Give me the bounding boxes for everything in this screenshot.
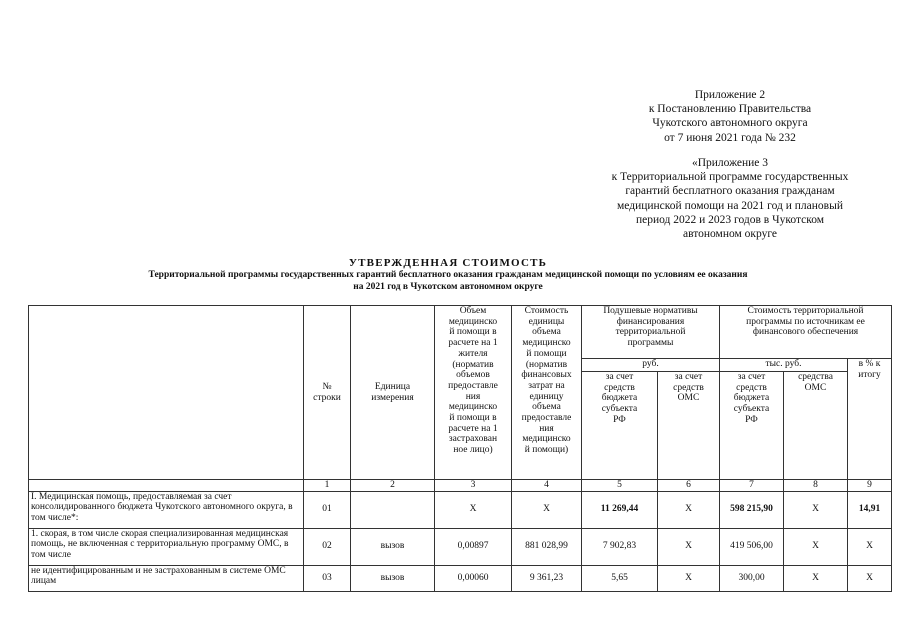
header-text: средств xyxy=(736,382,767,393)
row-total-budget: 300,00 xyxy=(720,565,784,591)
annex-line: «Приложение 3 xyxy=(691,157,769,169)
annex-line: к Постановлению Правительства xyxy=(648,103,812,116)
header-text: за счет xyxy=(737,372,766,382)
annex-header xyxy=(590,88,870,145)
header-text: средства xyxy=(798,372,833,382)
header-text: субъекта xyxy=(733,404,770,415)
column-number: 8 xyxy=(784,480,848,492)
row-code: 03 xyxy=(304,565,351,591)
row-name: не идентифицированным и не застрахованным в системе ОМС лицам xyxy=(29,565,304,591)
row-cost: 9 361,23 xyxy=(512,565,582,591)
header-text: расчете на 1 xyxy=(448,423,498,434)
header-text: медицинско xyxy=(448,402,498,413)
row-per-capita-oms: Х xyxy=(658,491,720,528)
column-number: 4 xyxy=(512,480,582,492)
annex-line: гарантий бесплатного оказания гражданам xyxy=(625,185,835,198)
header-text: й помощи xyxy=(526,348,567,359)
table-row xyxy=(29,565,892,591)
header-text: Стоимость xyxy=(524,306,569,316)
annex-line: период 2022 и 2023 годов в Чукотском xyxy=(635,213,825,226)
header-text: предоставле xyxy=(448,380,498,391)
annex-line: медицинской помощи на 2021 год и плановый xyxy=(616,199,843,212)
header-program-cost xyxy=(720,306,892,359)
row-percent: Х xyxy=(848,528,892,565)
row-name: I. Медицинская помощь, предоставляемая за счет консолидированного бюджета Чукотского автономного округа, в том числе*: xyxy=(29,491,304,528)
header-text: медицинско xyxy=(522,434,571,445)
row-per-capita-oms: Х xyxy=(658,565,720,591)
header-text: субъекта xyxy=(601,404,638,415)
row-percent: Х xyxy=(848,565,892,591)
column-number: 7 xyxy=(720,480,784,492)
header-budget-rf-k xyxy=(720,372,784,480)
header-text: ное лицо) xyxy=(453,445,493,456)
header-text: й помощи) xyxy=(524,445,569,456)
annex-line: автономном округе xyxy=(682,228,778,241)
header-text: за счет xyxy=(605,372,634,382)
row-total-budget: 419 506,00 xyxy=(720,528,784,565)
header-text: программы по источникам ее xyxy=(746,316,865,327)
header-text: расчете на 1 xyxy=(448,338,498,349)
document-title: УТВЕРЖДЕННАЯ СТОИМОСТЬ xyxy=(348,257,548,269)
header-text: территориальной xyxy=(615,327,686,338)
header-text: жителя xyxy=(458,348,488,359)
header-name-cell xyxy=(29,306,304,480)
header-text: программы xyxy=(627,338,674,349)
header-unit xyxy=(351,306,435,480)
header-text: Стоимость территориальной xyxy=(747,306,864,316)
annex-line: Чукотского автономного округа xyxy=(652,117,808,130)
row-percent: 14,91 xyxy=(848,491,892,528)
header-text: й помощи в xyxy=(449,327,497,338)
row-total-oms: Х xyxy=(784,491,848,528)
header-text: единицы xyxy=(528,316,565,327)
header-text: медицинско xyxy=(448,316,498,327)
row-unit: вызов xyxy=(351,565,435,591)
row-name: 1. скорая, в том числе скорая специализированная медицинская помощь, не включенная с территориальную программу ОМС, в том числе xyxy=(29,528,304,565)
column-number-row xyxy=(29,480,892,492)
column-number: 3 xyxy=(435,480,512,492)
table-row xyxy=(29,491,892,528)
document-heading xyxy=(28,257,868,293)
row-code: 02 xyxy=(304,528,351,565)
header-text: РФ xyxy=(745,414,758,425)
header-text: итогу xyxy=(858,369,881,380)
header-text: финансирования xyxy=(616,316,685,327)
header-text: строки xyxy=(313,392,341,403)
header-text: Подушевые нормативы xyxy=(603,306,698,316)
header-row-number xyxy=(304,306,351,480)
header-text: й помощи в xyxy=(449,413,497,424)
header-thousand-rub: тыс. руб. xyxy=(720,359,848,372)
header-text: в % к xyxy=(858,359,881,369)
header-text: № xyxy=(322,381,332,392)
row-cost: 881 028,99 xyxy=(512,528,582,565)
header-percent xyxy=(848,359,892,480)
row-per-capita-oms: Х xyxy=(658,528,720,565)
header-text: средств xyxy=(604,382,635,393)
header-text: застрахован xyxy=(448,434,498,445)
header-text: финансовых xyxy=(521,370,572,381)
header-text: измерения xyxy=(371,392,414,403)
header-text: ния xyxy=(539,423,554,434)
row-cost: Х xyxy=(512,491,582,528)
header-text: ОМС xyxy=(804,382,827,393)
header-per-capita xyxy=(582,306,720,359)
document-subtitle-line: Территориальной программы государственных гарантий бесплатного оказания гражданам медицинской помощи по условиям ее оказания xyxy=(148,270,748,280)
header-text: бюджета xyxy=(733,393,770,404)
column-number: 6 xyxy=(658,480,720,492)
header-text: объемов xyxy=(456,370,490,381)
header-text: предоставле xyxy=(521,413,572,424)
annex-line: от 7 июня 2021 года № 232 xyxy=(664,131,796,144)
row-code: 01 xyxy=(304,491,351,528)
row-per-capita-budget: 7 902,83 xyxy=(582,528,658,565)
row-volume: 0,00897 xyxy=(435,528,512,565)
row-unit: вызов xyxy=(351,528,435,565)
annex-line: к Территориальной программе государственных xyxy=(611,171,849,184)
header-text: (норматив xyxy=(452,359,494,370)
row-total-oms: Х xyxy=(784,528,848,565)
header-oms-k xyxy=(784,372,848,480)
header-text: объема xyxy=(532,402,561,413)
header-text: РФ xyxy=(613,414,626,425)
header-text: ОМС xyxy=(677,393,700,404)
header-text: Единица xyxy=(374,381,411,392)
row-total-budget: 598 215,90 xyxy=(720,491,784,528)
document-subtitle-line: на 2021 год в Чукотском автономном округе xyxy=(353,281,543,292)
column-number: 1 xyxy=(304,480,351,492)
header-text: (норматив xyxy=(525,359,568,370)
header-budget-rf xyxy=(582,372,658,480)
header-text: средств xyxy=(673,382,704,393)
column-number: 2 xyxy=(351,480,435,492)
header-text: бюджета xyxy=(601,393,638,404)
header-text: финансового обеспечения xyxy=(752,327,859,338)
header-text: ния xyxy=(465,391,481,402)
header-oms-funds xyxy=(658,372,720,480)
header-text: затрат на xyxy=(528,380,565,391)
row-per-capita-budget: 11 269,44 xyxy=(582,491,658,528)
annex-line: Приложение 2 xyxy=(694,89,766,101)
column-number xyxy=(29,480,304,492)
header-text: за счет xyxy=(674,372,703,382)
row-unit xyxy=(351,491,435,528)
column-number: 5 xyxy=(582,480,658,492)
header-cost-unit xyxy=(512,306,582,480)
header-text: объема xyxy=(532,327,561,338)
row-total-oms: Х xyxy=(784,565,848,591)
column-number: 9 xyxy=(848,480,892,492)
cost-table xyxy=(28,305,892,592)
row-per-capita-budget: 5,65 xyxy=(582,565,658,591)
row-volume: Х xyxy=(435,491,512,528)
header-text: единицу xyxy=(529,391,564,402)
header-text: медицинско xyxy=(522,338,571,349)
header-volume xyxy=(435,306,512,480)
table-header-row xyxy=(29,306,892,359)
table-row xyxy=(29,528,892,565)
row-volume: 0,00060 xyxy=(435,565,512,591)
header-rub: руб. xyxy=(582,359,720,372)
annex-subheader xyxy=(590,156,870,241)
header-text: Объем xyxy=(459,306,487,316)
